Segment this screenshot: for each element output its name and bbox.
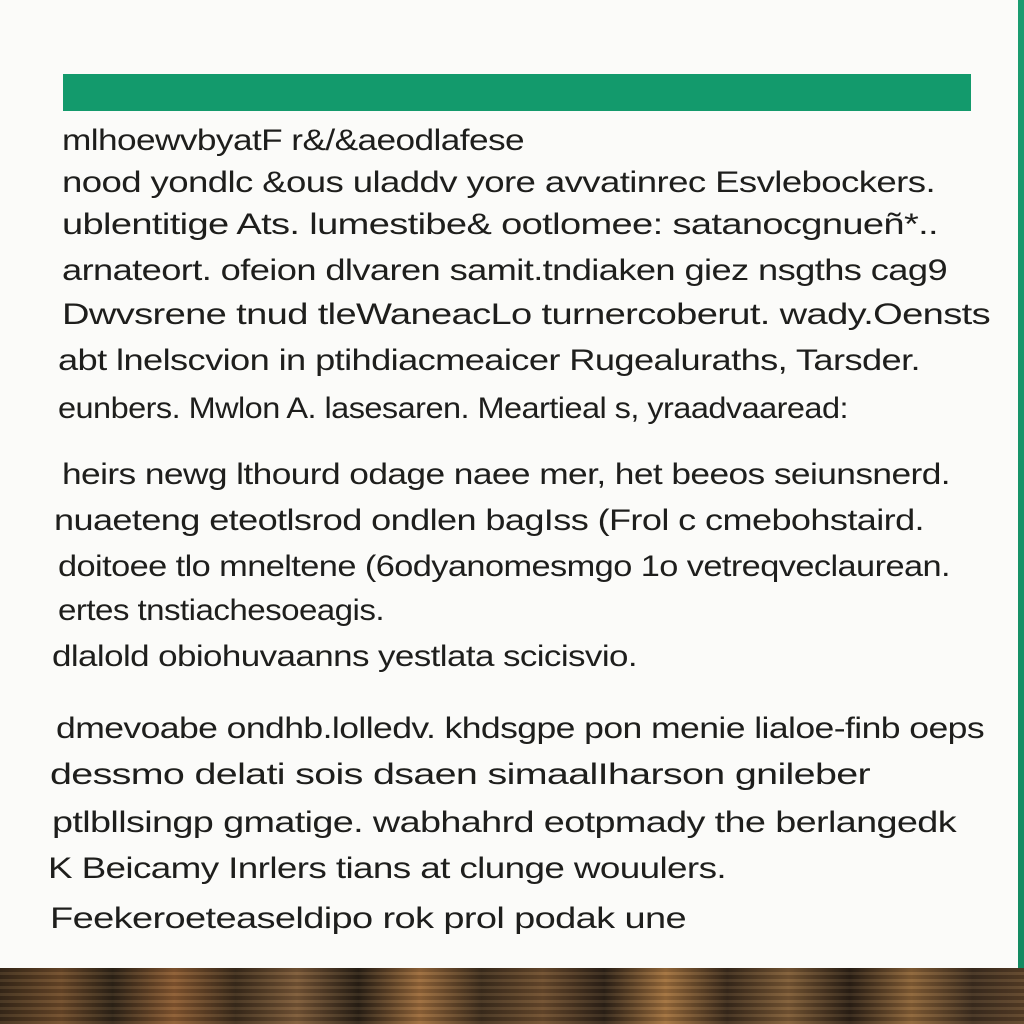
text-line: arnateort. ofeion dlvaren samit.tndiaken giez nsgths cag9 [62,254,948,287]
text-line: heirs newg lthourd odage naee mer, het beeos seiunsnerd. [62,458,950,491]
text-line: dlalold obiohuvaanns yestlata scicisvio. [52,640,637,673]
text-line: nuaeteng eteotlsrod ondlen bagIss (Frol c cmebohstaird. [54,504,925,537]
background-photo-strip [0,968,1024,1024]
text-line: eunbers. Mwlon A. lasesaren. Meartieal s, yraadvaaread: [58,392,848,425]
text-line: doitoee tlo mneltene (6odyanomesmgo 1o vetreqveclaurean. [58,550,951,583]
text-line: dessmo delati sois dsaen simaalIharson gnileber [50,758,871,791]
text-line: ptlbllsingp gmatige. wabhahrd eotpmady the berlangedk [52,806,956,839]
text-line: ertes tnstiachesoeagis. [58,594,385,627]
text-line: K Beicamy Inrlers tians at clunge wouulers. [48,852,727,885]
page-edge-accent [1018,0,1024,968]
text-line: dmevoabe ondhb.lolledv. khdsgpe pon menie lialoe-finb oeps [56,712,985,745]
text-line: ublentitige Ats. lumestibe& ootlomee: satanocgnueñ*.. [62,208,939,241]
text-line: Dwvsrene tnud tleWaneacLo turnercoberut. wady.Oensts [62,298,990,331]
text-line: Feekeroeteaseldipo rok prol podak une [50,902,686,935]
text-line: mlhoewvbyatF r&/&aeodlafese [62,124,525,157]
text-line: abt lnelscvion in ptihdiacmeaicer Rugealuraths, Tarsder. [58,344,921,377]
text-line: nood yondlc &ous uladdv yore avvatinrec Esvlebockers. [62,166,936,199]
header-bar [63,74,971,111]
